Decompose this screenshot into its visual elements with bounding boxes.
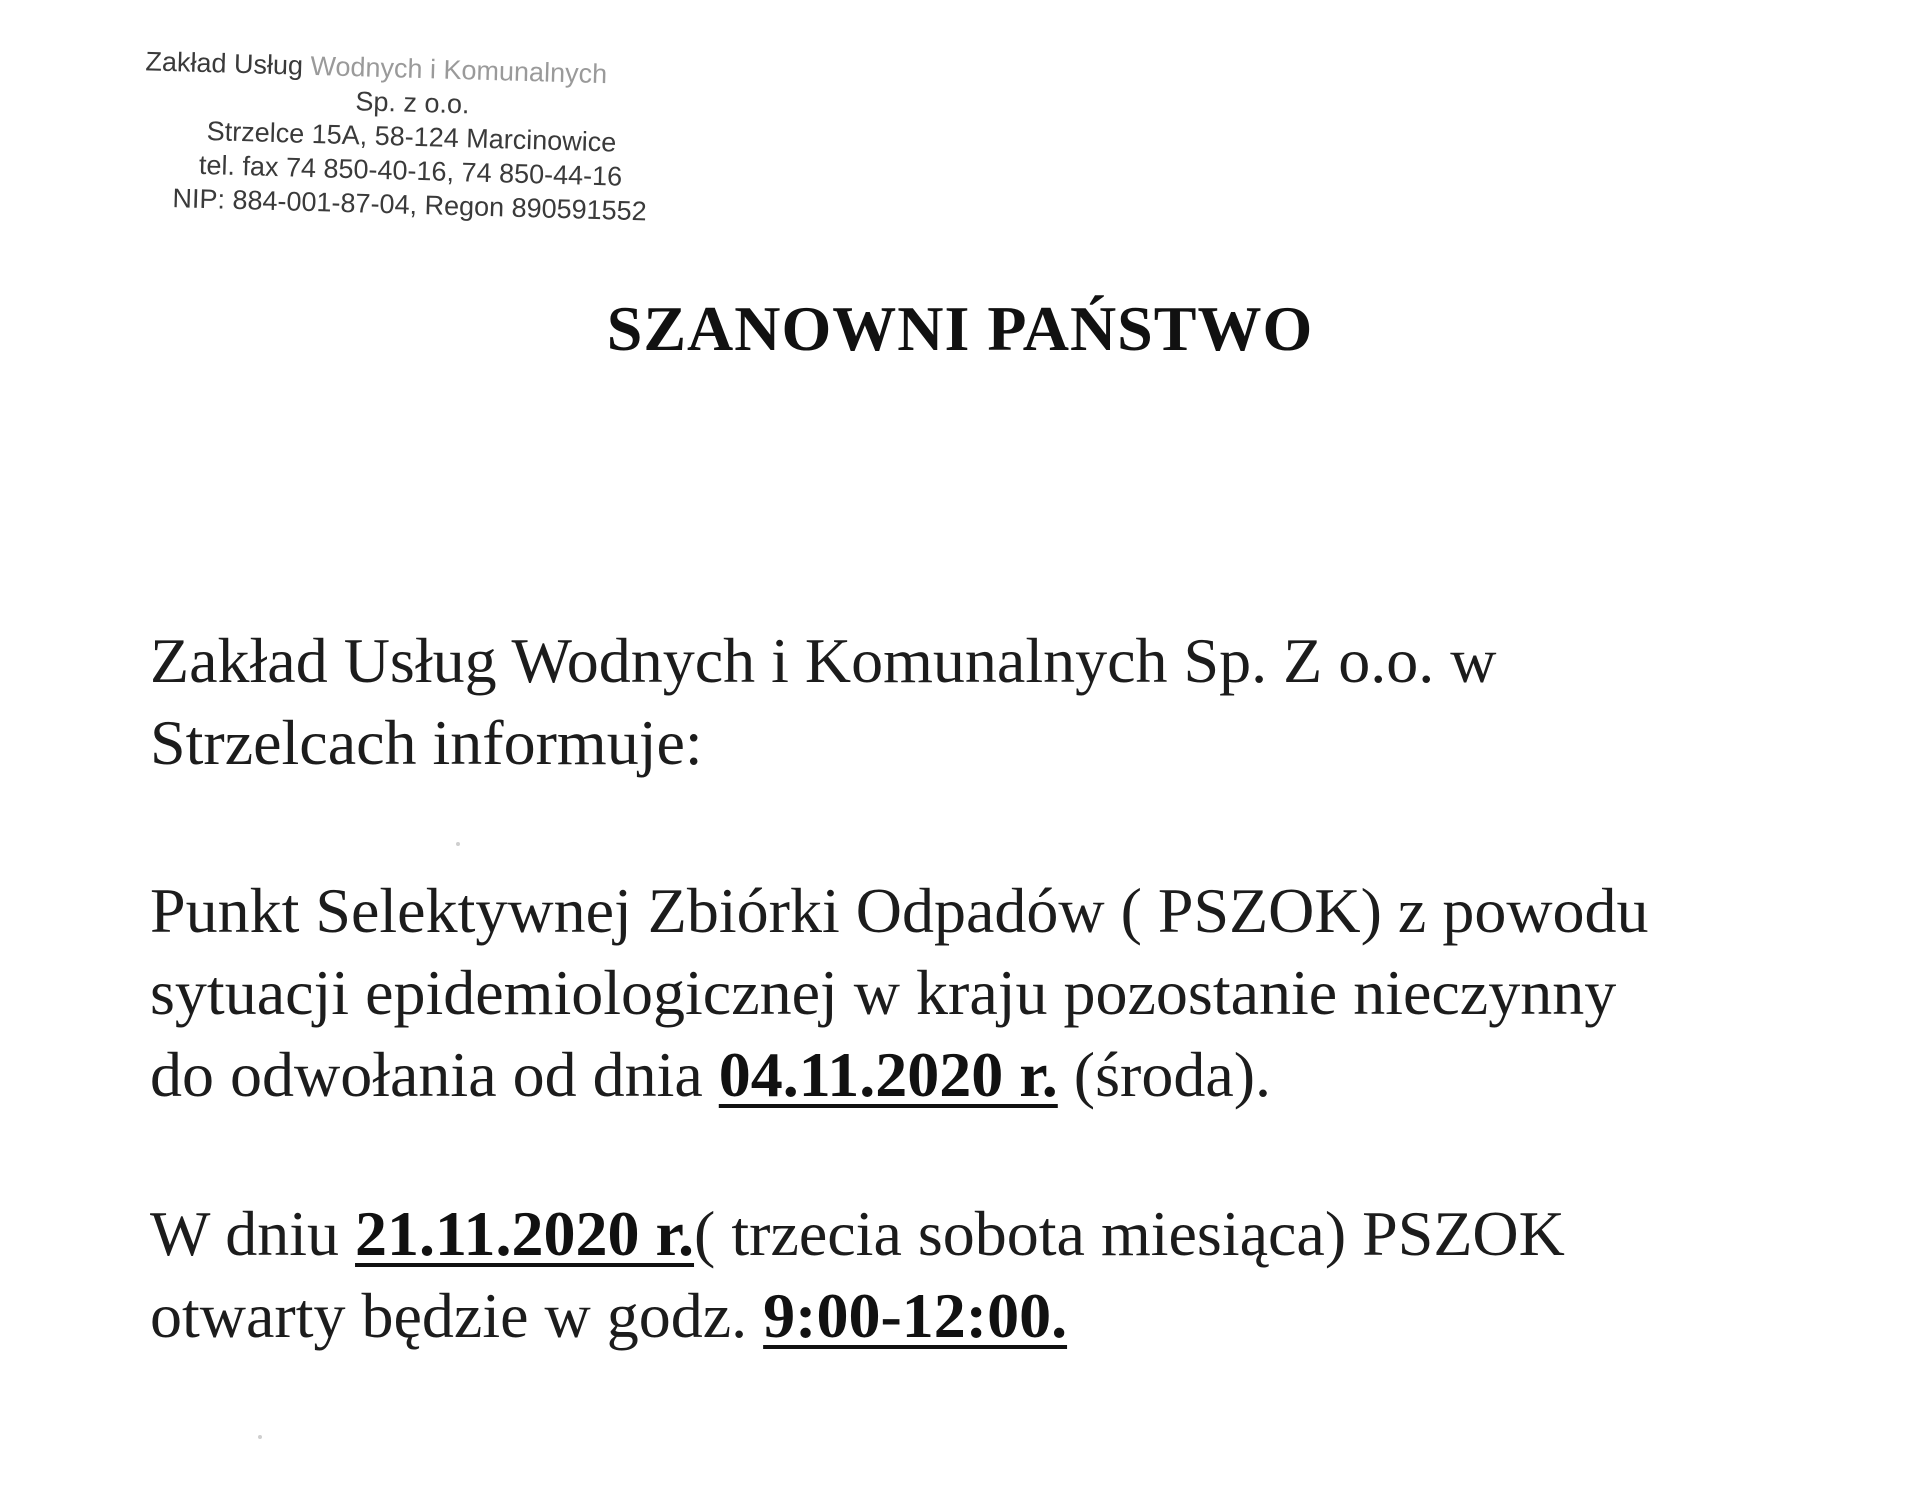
company-stamp (129, 44, 694, 230)
opening-line-1-prefix: W dniu (150, 1198, 356, 1269)
closing-date: 04.11.2020 r. (718, 1039, 1058, 1110)
stamp-phone: tel. fax 74 850-40-16, 74 850-44-16 (198, 149, 623, 192)
intro-line-2: Strzelcach informuje: (150, 707, 703, 778)
opening-line-1 (150, 1193, 1830, 1275)
opening-line-2-prefix: otwarty będzie w godz. (150, 1280, 764, 1351)
closure-line-1: Punkt Selektywnej Zbiórki Odpadów ( PSZOK) z powodu (150, 875, 1649, 946)
intro-paragraph (150, 620, 1830, 784)
stamp-company-form: Sp. z o.o. (355, 86, 470, 120)
closure-line-3-prefix: do odwołania od dnia (150, 1039, 719, 1110)
open-hours: 9:00-12:00. (763, 1280, 1068, 1351)
open-date: 21.11.2020 r. (355, 1198, 695, 1269)
scan-speck (456, 842, 460, 846)
opening-line-1-suffix: ( trzecia sobota miesiąca) PSZOK (694, 1198, 1565, 1269)
opening-line-2 (150, 1275, 1830, 1357)
closure-line-2: sytuacji epidemiologicznej w kraju pozostanie nieczynny (150, 957, 1617, 1028)
stamp-ids: NIP: 884-001-87-04, Regon 890591552 (172, 183, 648, 227)
intro-line-1: Zakład Usług Wodnych i Komunalnych Sp. Z o.o. w (150, 625, 1497, 696)
scan-speck (258, 1435, 262, 1439)
page-title: SZANOWNI PAŃSTWO (606, 293, 1314, 364)
stamp-name-visible: Zakład Usług (145, 46, 311, 81)
closure-paragraph (150, 870, 1830, 1116)
opening-paragraph (150, 1193, 1830, 1357)
closure-line-3-suffix: (środa). (1057, 1039, 1272, 1110)
closure-line-3 (150, 1034, 1830, 1116)
stamp-name-faded: Wodnych i Komunalnych (310, 50, 608, 90)
stamp-address: Strzelce 15A, 58-124 Marcinowice (206, 116, 617, 158)
